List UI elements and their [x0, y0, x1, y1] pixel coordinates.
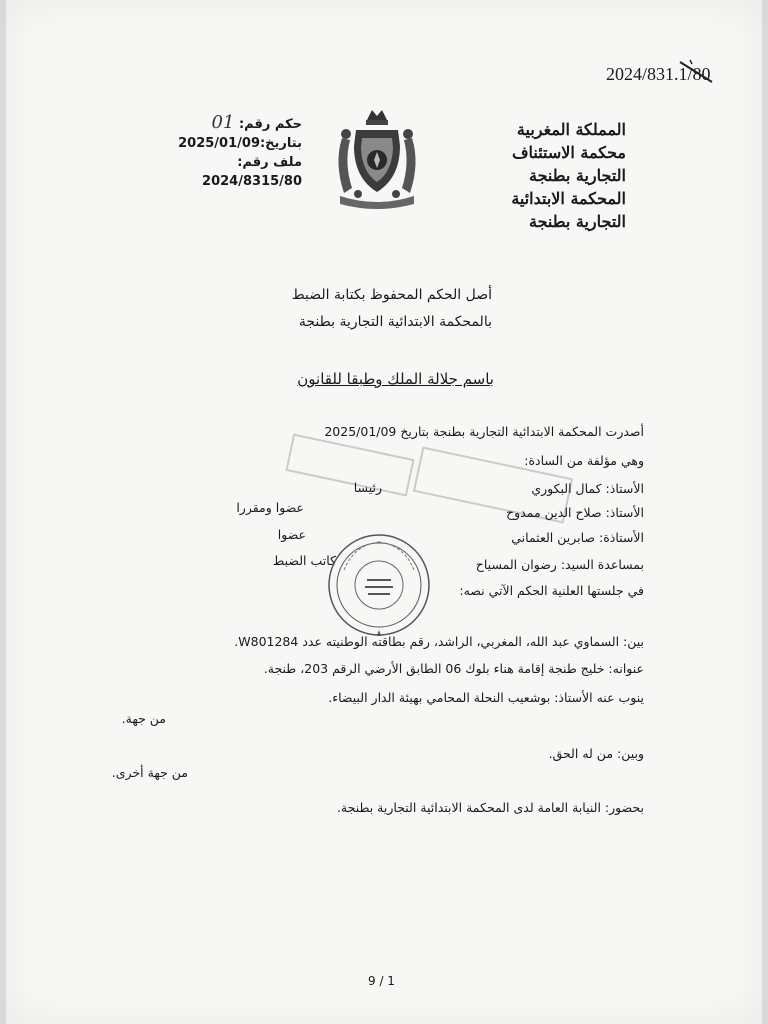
royal-emblem-icon — [322, 108, 432, 214]
member-2-name: الأستاذ: صلاح الدين ممدوح — [506, 505, 644, 520]
judgment-date-label: بتاريخ: — [259, 136, 302, 151]
member-3-role: عضوا — [277, 527, 306, 542]
member-2-role: عضوا ومقررا — [236, 500, 304, 515]
between-line: بين: السماوي عبد الله، المغربي، الراشد، رقم بطاقته الوطنيته عدد W801284. — [234, 634, 644, 649]
judgment-file-value-row — [178, 174, 302, 193]
presence-line: بحضور: النيابة العامة لدى المحكمة الابتدائية التجارية بطنجة. — [336, 800, 644, 815]
judgment-date-row — [178, 136, 302, 155]
document-page — [6, 0, 762, 1024]
assistant-role: كاتب الضبط — [272, 553, 336, 568]
judgment-file-label: ملف رقم: — [237, 155, 302, 170]
address-line: عنوانه: خليج طنجة إقامة هناء بلوك 06 الطابق الأرضي الرقم 203، طنجة. — [263, 661, 644, 676]
member-1-role: رئيسا — [353, 480, 382, 495]
institution-line-5: التجارية بطنجة — [529, 212, 626, 231]
institution-line-4: المحكمة الابتدائية — [511, 189, 626, 208]
file-reference-text: 2024/831.1/80 — [606, 64, 711, 84]
judgment-number-label: حكم رقم: — [238, 117, 302, 132]
judgment-number-value: 01 — [211, 112, 235, 133]
strike-mark — [678, 58, 714, 86]
faded-stamp-1 — [285, 434, 414, 497]
judgment-file-value: 2024/8315/80 — [202, 174, 302, 189]
session-line: في جلستها العلنية الحكم الآتي نصه: — [459, 583, 644, 598]
issued-line: أصدرت المحكمة الابتدائية التجارية بطنجة بتاريخ 2025/01/09 — [324, 424, 644, 439]
institution-block — [511, 118, 626, 233]
heading-line-1: أصل الحكم المحفوظ بكتابة الضبط — [291, 287, 492, 303]
judgment-date-value: 2025/01/09 — [178, 136, 260, 151]
and-between-line: وبين: من له الحق. — [548, 746, 644, 761]
represented-line: ينوب عنه الأستاذ: بوشعيب النحلة المحامي بهيئة الدار البيضاء. — [328, 690, 644, 705]
member-1-name: الأستاذ: كمال البكوري — [531, 481, 644, 496]
institution-line-3: التجارية بطنجة — [529, 166, 626, 185]
assistant-name: بمساعدة السيد: رضوان المسياح — [475, 557, 644, 572]
member-3-name: الأستاذة: صابرين العثماني — [511, 530, 644, 545]
judgment-file-label-row — [178, 155, 302, 174]
judgment-number-row — [178, 112, 302, 136]
page-number: 9 / 1 — [368, 974, 395, 988]
one-side-label: من جهة. — [121, 711, 166, 726]
royal-heading: باسم جلالة الملك وطبقا للقانون — [297, 370, 494, 388]
other-side-label: من جهة أخرى. — [111, 765, 188, 780]
heading-line-2: بالمحكمة الابتدائية التجارية بطنجة — [298, 314, 492, 330]
institution-line-1: المملكة المغربية — [516, 120, 626, 139]
round-seal-icon — [324, 530, 434, 640]
institution-line-2: محكمة الاستئناف — [511, 143, 626, 162]
judgment-info — [178, 112, 302, 193]
composed-line: وهي مؤلفة من السادة: — [524, 453, 644, 468]
